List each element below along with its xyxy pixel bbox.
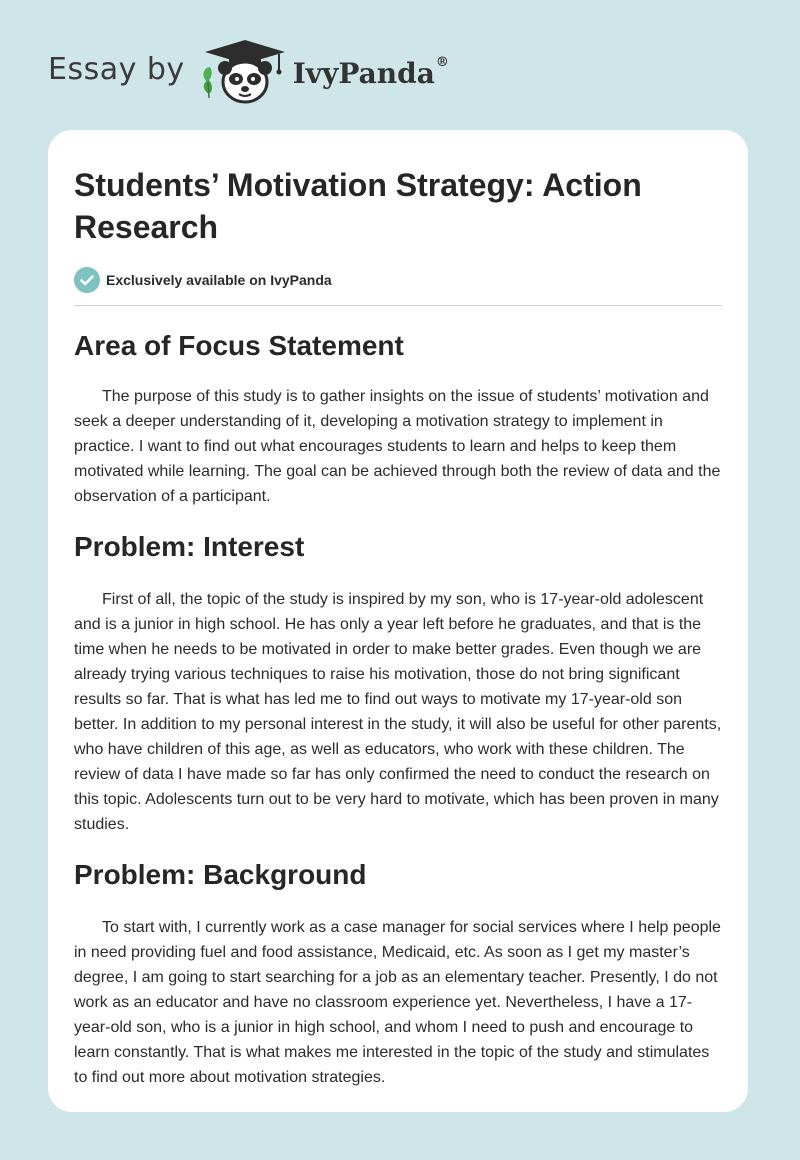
registered-mark: ® xyxy=(435,54,449,70)
section-area-of-focus xyxy=(74,328,722,509)
section-problem-background xyxy=(74,857,722,1090)
brand-name-text: IvyPanda xyxy=(292,56,435,90)
article-card xyxy=(48,130,748,1112)
brand-header xyxy=(48,36,449,106)
section-paragraph: First of all, the topic of the study is inspired by my son, who is 17-year-old adolescent and is a junior in high school. He has only a year left before he graduates, and that is the time when he needs to be motivated in order to make better grades. Even though we are already trying various techniques to raise his motivation, those do not bring significant results so far. That is what has led me to find out ways to motivate my 17-year-old son better. In addition to my personal interest in the study, it will also be useful for other parents, who have children of this age, as well as educators, who work with these children. The review of data I have made so far has only confirmed the need to conduct the research on this topic. Adolescents turn out to be very hard to motivate, which has been proven in many studies. xyxy=(74,591,722,833)
exclusive-label: Exclusively available on IvyPanda xyxy=(106,272,332,288)
title-divider xyxy=(74,305,722,306)
article-title: Students’ Motivation Strategy: Action Research xyxy=(74,167,642,245)
section-paragraph: To start with, I currently work as a case manager for social services where I help people in need providing fuel and food assistance, Medicaid, etc. As soon as I get my master’s degree, I am going to start searching for a job as an elementary teacher. Presently, I do not work as an educator and have no classroom experience yet. Nevertheless, I have a 17-year-old son, who is a junior in high school, and whom I need to push and encourage to learn constantly. That is what makes me interested in the topic of the study and stimulates to find out more about motivation strategies. xyxy=(74,919,721,1086)
section-heading: Area of Focus Statement xyxy=(74,330,404,361)
exclusive-badge xyxy=(74,266,722,294)
check-circle-icon xyxy=(74,267,100,293)
brand-prefix: Essay by xyxy=(48,51,185,87)
section-heading: Problem: Interest xyxy=(74,531,305,562)
section-paragraph: The purpose of this study is to gather insights on the issue of students’ motivation and seek a deeper understanding of it, developing a motivation strategy to implement in practice. I want to find out what encourages students to learn and helps to keep them motivated while learning. The goal can be achieved through both the review of data and the observation of a participant. xyxy=(74,388,721,505)
panda-logo-icon xyxy=(199,36,291,106)
section-heading: Problem: Background xyxy=(74,859,367,890)
brand-name xyxy=(292,54,449,90)
section-problem-interest xyxy=(74,529,722,837)
